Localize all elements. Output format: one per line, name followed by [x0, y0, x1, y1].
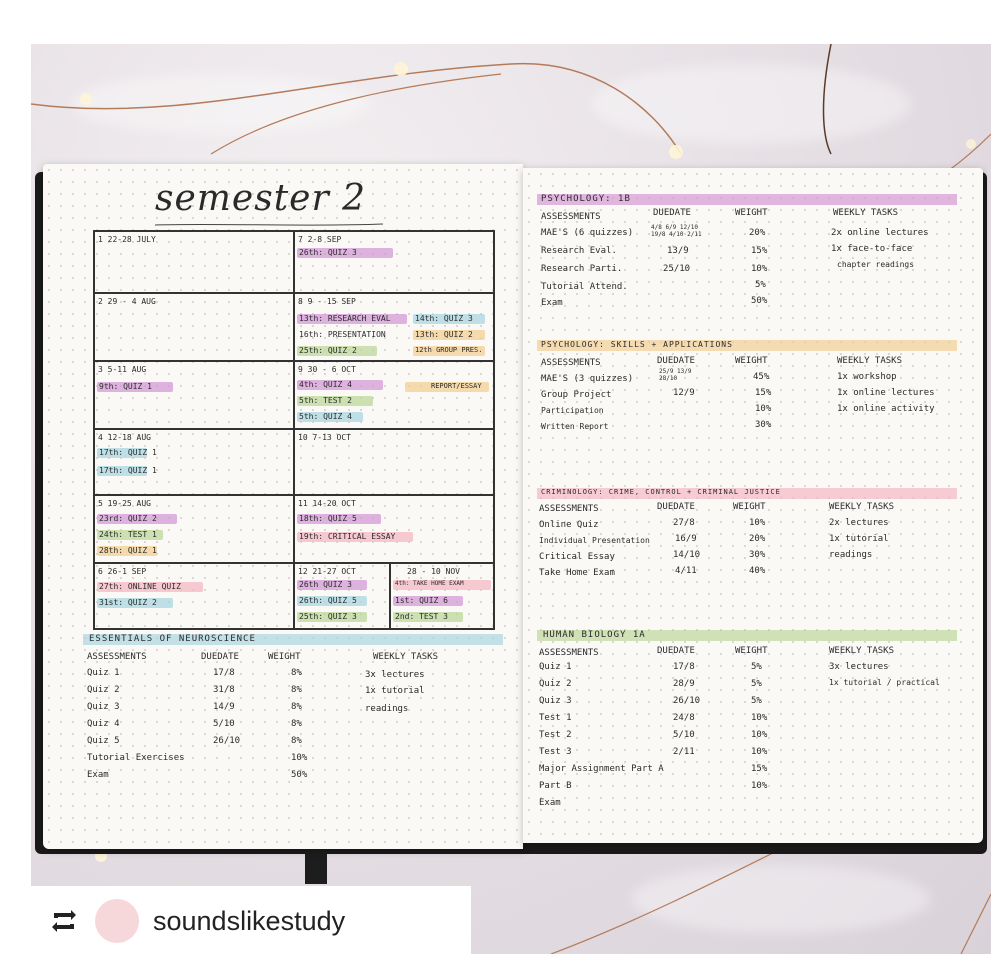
cell-text: 26/10 — [213, 736, 241, 746]
column-header: ASSESSMENTS — [539, 648, 599, 658]
cell-text: 8% — [291, 719, 302, 729]
event-label: 25th: QUIZ 2 — [299, 346, 357, 355]
cell-text: Exam — [87, 770, 109, 780]
cell-text: 5% — [751, 696, 762, 706]
week-cell — [294, 563, 390, 629]
week-cell — [390, 563, 494, 629]
avatar[interactable] — [95, 899, 139, 943]
task-item: 1x tutorial — [829, 534, 889, 544]
cell-text: 10% — [751, 781, 768, 791]
cell-text: 5% — [755, 280, 766, 290]
event-label: 31st: QUIZ 2 — [99, 598, 157, 607]
course-title: PSYCHOLOGY: 1B — [541, 194, 631, 204]
task-item: readings — [365, 704, 409, 714]
cell-text: Exam — [539, 798, 561, 808]
cell-text: 31/8 — [213, 685, 235, 695]
column-header: DUEDATE — [657, 646, 695, 656]
task-item: 1x face-to-face — [831, 244, 913, 254]
cell-text: 20% — [749, 534, 766, 544]
task-item: 1x tutorial / practical — [829, 678, 940, 687]
week-cell — [94, 429, 294, 495]
cell-text: Participation — [541, 406, 604, 415]
repost-icon[interactable] — [49, 906, 79, 936]
photo — [31, 44, 991, 954]
task-item: 1x tutorial — [365, 686, 425, 696]
cell-text: Research Eval. — [541, 246, 617, 256]
cell-text: Quiz 1 — [87, 668, 120, 678]
cell-text: 4/8 6/9 12/10 19/8 4/10 2/11 — [651, 224, 702, 238]
week-cell — [294, 293, 494, 361]
week-label: 5 19-25 AUG — [98, 499, 151, 508]
week-cell — [294, 429, 494, 495]
cell-text: 5% — [751, 662, 762, 672]
cell-text: 25/10 — [663, 264, 691, 274]
week-label: 1 22-28 JULY — [98, 235, 156, 244]
event-label: 2nd: TEST 3 — [395, 612, 448, 621]
week-cell — [294, 361, 494, 429]
cell-text: 2/11 — [673, 747, 695, 757]
column-header: WEEKLY TASKS — [837, 356, 903, 366]
cell-text: Quiz 2 — [87, 685, 120, 695]
task-item: 2x online lectures — [831, 228, 929, 238]
cell-text: Quiz 5 — [87, 736, 120, 746]
cell-text: 27/8 — [673, 518, 695, 528]
week-label: 6 26-1 SEP — [98, 567, 147, 576]
cell-text: 14/10 — [673, 550, 701, 560]
cell-text: Tutorial Exercises — [87, 753, 185, 763]
event-label: 9th: QUIZ 1 — [99, 382, 152, 391]
cell-text: 5/10 — [673, 730, 695, 740]
column-header: WEIGHT — [735, 356, 768, 366]
event-label: 25th: QUIZ 3 — [299, 612, 357, 621]
cell-text: 8% — [291, 736, 302, 746]
cell-text: 10% — [751, 747, 768, 757]
cell-text: 15% — [755, 388, 772, 398]
title-underline — [155, 222, 385, 228]
column-header: DUEDATE — [201, 652, 239, 662]
cell-text: 25/9 13/9 28/10 — [659, 368, 692, 382]
event-label: REPORT/ESSAY — [431, 382, 482, 390]
cell-text: 5/10 — [213, 719, 235, 729]
cell-text: 24/8 — [673, 713, 695, 723]
cell-text: 10% — [291, 753, 308, 763]
event-label: 17th: QUIZ 1 — [99, 466, 157, 475]
cell-text: 4/11 — [675, 566, 697, 576]
task-item: readings — [829, 550, 873, 560]
task-item: 1x online lectures — [837, 388, 935, 398]
task-item: 1x online activity — [837, 404, 935, 414]
event-label: 16th: PRESENTATION — [299, 330, 386, 339]
event-label: 24th: TEST 1 — [99, 530, 157, 539]
cell-text: Test 1 — [539, 713, 572, 723]
event-label: 13th: QUIZ 2 — [415, 330, 473, 339]
task-item: 2x lectures — [829, 518, 889, 528]
cell-text: Part B — [539, 781, 572, 791]
right-page — [523, 168, 983, 843]
event-label: 14th: QUIZ 3 — [415, 314, 473, 323]
week-cell — [94, 293, 294, 361]
column-header: ASSESSMENTS — [541, 358, 601, 368]
cell-text: Take Home Exam — [539, 568, 615, 578]
event-label: 23rd: QUIZ 2 — [99, 514, 157, 523]
week-label: 10 7-13 OCT — [298, 433, 351, 442]
course-title: ESSENTIALS OF NEUROSCIENCE — [89, 634, 256, 644]
event-label: 5th: TEST 2 — [299, 396, 352, 405]
task-item: 3x lectures — [365, 670, 425, 680]
cell-text: 10% — [751, 264, 768, 274]
column-header: WEEKLY TASKS — [829, 502, 895, 512]
column-header: WEEKLY TASKS — [833, 208, 899, 218]
event-label: 18th: QUIZ 5 — [299, 514, 357, 523]
cell-text: Critical Essay — [539, 552, 615, 562]
week-cell — [294, 231, 494, 293]
week-cell — [94, 231, 294, 293]
cell-text: 45% — [753, 372, 770, 382]
cell-text: 8% — [291, 702, 302, 712]
cell-text: 14/9 — [213, 702, 235, 712]
cell-text: 17/8 — [213, 668, 235, 678]
column-header: ASSESSMENTS — [87, 652, 147, 662]
cell-text: 17/8 — [673, 662, 695, 672]
column-header: ASSESSMENTS — [541, 212, 601, 222]
column-header: ASSESSMENTS — [539, 504, 599, 514]
cell-text: Written Report — [541, 422, 609, 431]
week-label: 9 30 - 6 OCT — [298, 365, 356, 374]
cell-text: 50% — [291, 770, 308, 780]
cell-text: Major Assignment Part A — [539, 764, 664, 774]
cell-text: 10% — [751, 713, 768, 723]
cell-text: 30% — [755, 420, 772, 430]
repost-badge — [31, 886, 471, 954]
course-title: PSYCHOLOGY: SKILLS + APPLICATIONS — [541, 340, 733, 349]
bookmark-ribbon — [305, 844, 327, 884]
cell-text: Test 3 — [539, 747, 572, 757]
event-label: 12th GROUP PRES. — [415, 346, 483, 354]
page-title: semester 2 — [155, 178, 367, 219]
week-label: 7 2-8 SEP — [298, 235, 342, 244]
week-cell — [94, 495, 294, 563]
cell-text: 5% — [751, 679, 762, 689]
cell-text: 10% — [755, 404, 772, 414]
event-label: 26th QUIZ 3 — [299, 580, 352, 589]
task-item: 3x lectures — [829, 662, 889, 672]
event-label: 26th: QUIZ 5 — [299, 596, 357, 605]
cell-text: 26/10 — [673, 696, 701, 706]
cell-text: Quiz 3 — [539, 696, 572, 706]
cell-text: Quiz 4 — [87, 719, 120, 729]
cell-text: Group Project — [541, 390, 612, 400]
cell-text: Research Parti. — [541, 264, 623, 274]
cell-text: Exam — [541, 298, 563, 308]
cell-text: Online Quiz — [539, 520, 599, 530]
left-page — [43, 164, 523, 849]
event-label: 28th: QUIZ 1 — [99, 546, 157, 555]
column-header: DUEDATE — [657, 502, 695, 512]
event-label: 5th: QUIZ 4 — [299, 412, 352, 421]
task-item: chapter readings — [837, 260, 915, 269]
task-item: 1x workshop — [837, 372, 897, 382]
cell-text: Quiz 1 — [539, 662, 572, 672]
column-header: WEIGHT — [733, 502, 766, 512]
cell-text: MAE'S (3 quizzes) — [541, 374, 634, 384]
cell-text: 30% — [749, 550, 766, 560]
course-title: HUMAN BIOLOGY 1A — [543, 630, 646, 640]
cell-text: 8% — [291, 668, 302, 678]
event-label: 1st: QUIZ 6 — [395, 596, 448, 605]
event-label: 27th: ONLINE QUIZ — [99, 582, 181, 591]
week-label: 8 9 - 15 SEP — [298, 297, 356, 306]
cell-text: 50% — [751, 296, 768, 306]
column-header: DUEDATE — [657, 356, 695, 366]
week-label: 4 12-18 AUG — [98, 433, 151, 442]
event-label: 13th: RESEARCH EVAL — [299, 314, 391, 323]
column-header: DUEDATE — [653, 208, 691, 218]
week-cell — [94, 361, 294, 429]
bullet-journal — [35, 164, 990, 854]
cell-text: 15% — [751, 246, 768, 256]
cell-text: 12/9 — [673, 388, 695, 398]
event-label: 4th: TAKE HOME EXAM — [395, 580, 464, 587]
cell-text: 20% — [749, 228, 766, 238]
cell-text: Quiz 2 — [539, 679, 572, 689]
week-cell — [94, 563, 294, 629]
event-label: 4th: QUIZ 4 — [299, 380, 352, 389]
event-label: 17th: QUIZ 1 — [99, 448, 157, 457]
column-header: WEEKLY TASKS — [829, 646, 895, 656]
event-label: 19th: CRITICAL ESSAY — [299, 532, 396, 541]
column-header: WEIGHT — [735, 208, 768, 218]
column-header: WEIGHT — [268, 652, 301, 662]
week-cell — [294, 495, 494, 563]
week-label: 12 21-27 OCT — [298, 567, 356, 576]
column-header: WEEKLY TASKS — [373, 652, 439, 662]
cell-text: Quiz 3 — [87, 702, 120, 712]
cell-text: Tutorial Attend. — [541, 282, 628, 292]
username[interactable]: soundslikestudy — [153, 905, 346, 936]
week-label: 3 5-11 AUG — [98, 365, 147, 374]
cell-text: 13/9 — [667, 246, 689, 256]
week-label: 28 - 10 NOV — [407, 567, 460, 576]
cell-text: 10% — [749, 518, 766, 528]
cell-text: MAE'S (6 quizzes) — [541, 228, 634, 238]
cell-text: 10% — [751, 730, 768, 740]
cell-text: Test 2 — [539, 730, 572, 740]
column-header: WEIGHT — [735, 646, 768, 656]
cell-text: 15% — [751, 764, 768, 774]
cell-text: 28/9 — [673, 679, 695, 689]
weekly-calendar-grid — [93, 230, 495, 630]
week-label: 2 29 - 4 AUG — [98, 297, 156, 306]
course-title: CRIMINOLOGY: CRIME, CONTROL + CRIMINAL JUSTICE — [541, 488, 781, 496]
week-label: 11 14-20 OCT — [298, 499, 356, 508]
cell-text: Individual Presentation — [539, 536, 650, 545]
cell-text: 8% — [291, 685, 302, 695]
cell-text: 16/9 — [675, 534, 697, 544]
cell-text: 40% — [749, 566, 766, 576]
event-label: 26th: QUIZ 3 — [299, 248, 357, 257]
